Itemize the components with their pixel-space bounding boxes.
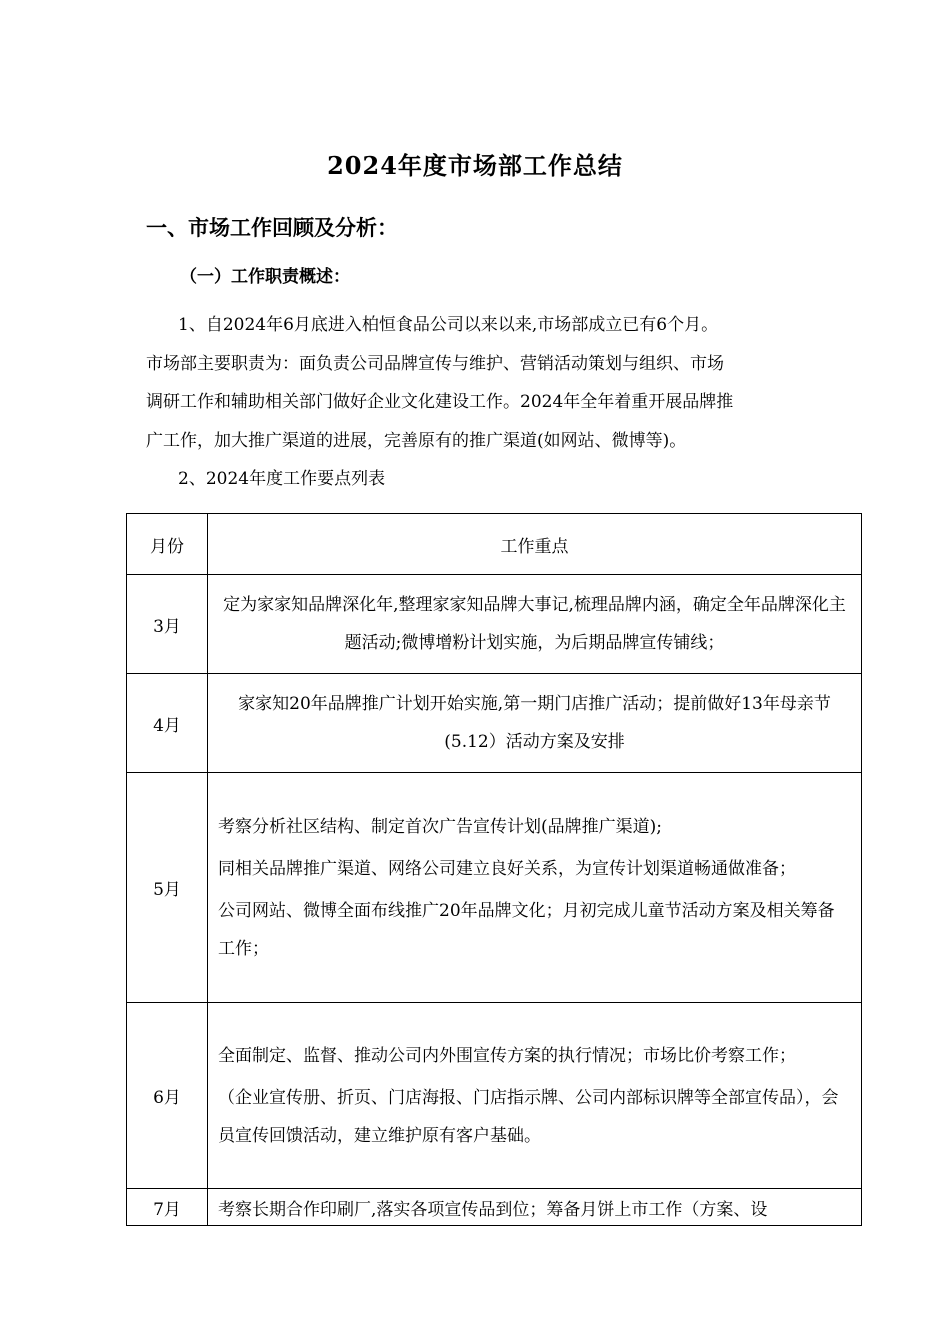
focus-cell <box>208 773 862 1003</box>
responsibility-paragraph <box>146 306 818 460</box>
focus-text: （企业宣传册、折页、门店海报、门店指示牌、公司内部标识牌等全部宣传品），会员宣传回馈活动，建立维护原有客户基础。 <box>218 1087 839 1146</box>
paragraph-line: 1、自2024年6月底进入柏恒食品公司以来以来,市场部成立已有6个月。 <box>178 315 719 335</box>
focus-text: 公司网站、微博全面布线推广20年品牌文化；月初完成儿童节活动方案及相关筹备工作； <box>218 900 835 959</box>
table-row <box>127 674 862 773</box>
focus-text: 同相关品牌推广渠道、网络公司建立良好关系，为宣传计划渠道畅通做准备； <box>218 858 796 879</box>
focus-text: 家家知20年品牌推广计划开始实施,第一期门店推广活动；提前做好13年母亲节(5.12）活动方案及安排 <box>238 694 831 752</box>
list-caption: 2、2024年度工作要点列表 <box>178 469 386 489</box>
focus-text: 考察长期合作印刷厂,落实各项宣传品到位；筹备月饼上市工作（方案、设 <box>218 1200 768 1220</box>
table-row <box>127 575 862 674</box>
focus-text: 定为家家知品牌深化年,整理家家知品牌大事记,梳理品牌内涵，确定全年品牌深化主题活动;微博增粉计划实施，为后期品牌宣传铺线； <box>223 595 846 653</box>
month-cell: 5月 <box>127 773 208 1003</box>
month-cell: 3月 <box>127 575 208 674</box>
table-row <box>127 773 862 1003</box>
month-cell: 7月 <box>127 1189 208 1226</box>
table-header-row <box>127 514 862 575</box>
document-title: 2024年度市场部工作总结 <box>327 151 623 180</box>
section-heading: 一、市场工作回顾及分析： <box>146 215 398 240</box>
work-plan-table <box>126 513 862 1226</box>
header-focus: 工作重点 <box>208 514 862 575</box>
focus-text: 全面制定、监督、推动公司内外围宣传方案的执行情况；市场比价考察工作； <box>218 1045 796 1066</box>
paragraph-line: 调研工作和辅助相关部门做好企业文化建设工作。2024年全年着重开展品牌推 <box>146 392 734 412</box>
table-row <box>127 1189 862 1226</box>
paragraph-line: 广工作，加大推广渠道的进展，完善原有的推广渠道(如网站、微博等)。 <box>146 430 687 451</box>
focus-text: 考察分析社区结构、制定首次广告宣传计划(品牌推广渠道); <box>218 816 662 837</box>
month-cell: 4月 <box>127 674 208 773</box>
paragraph-line: 市场部主要职责为：面负责公司品牌宣传与维护、营销活动策划与组织、市场 <box>146 353 724 374</box>
focus-cell <box>208 575 862 674</box>
table-row <box>127 1003 862 1189</box>
focus-cell <box>208 674 862 773</box>
focus-cell <box>208 1003 862 1189</box>
month-cell: 6月 <box>127 1003 208 1189</box>
subsection-heading: （一）工作职责概述： <box>180 267 350 287</box>
header-month: 月份 <box>127 514 208 575</box>
focus-cell <box>208 1189 862 1226</box>
